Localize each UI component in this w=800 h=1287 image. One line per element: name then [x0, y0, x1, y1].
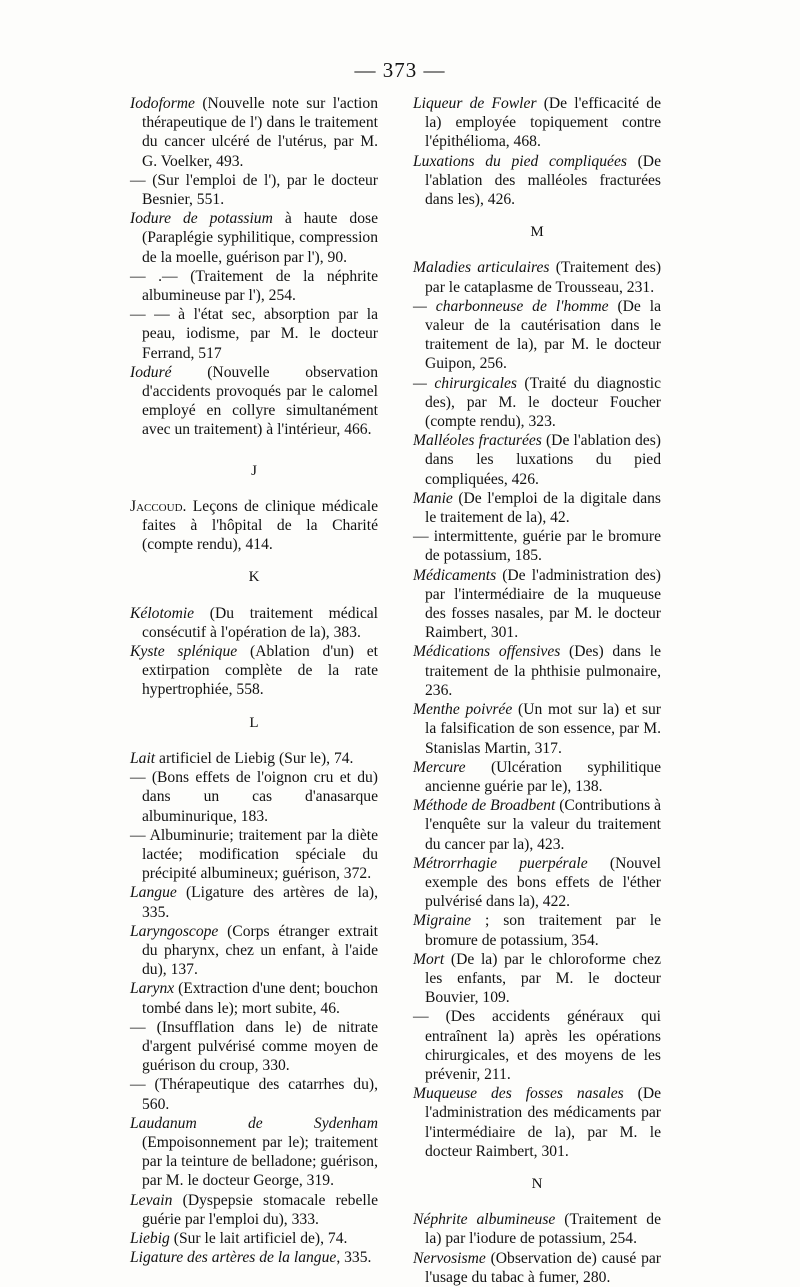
entry-heading: Langue [130, 884, 177, 902]
entry-heading: Kélotomie [130, 604, 195, 622]
index-entry [413, 1210, 661, 1248]
section-letter-n: N [531, 1175, 543, 1192]
index-entry [413, 527, 661, 565]
entry-heading: — chirurgicales [413, 374, 517, 392]
index-entry [130, 1248, 378, 1267]
entry-text: (De l'efficacité de la) employée topiquement contre l'épithélioma, 468. [425, 95, 661, 151]
index-entry [413, 796, 661, 854]
section-letter-k: K [248, 569, 260, 586]
section-letter-j: J [251, 462, 257, 479]
index-entry [413, 258, 661, 296]
index-entry [413, 374, 661, 432]
index-entry [413, 431, 661, 489]
index-entry [413, 854, 661, 912]
index-entry [413, 700, 661, 758]
index-entry [413, 758, 661, 796]
entry-heading: Luxations du pied compliquées [413, 152, 627, 170]
entry-text: — — à l'état sec, absorption par la peau, iodisme, par M. le docteur Ferrand, 517 [130, 306, 378, 362]
index-entry [130, 642, 378, 700]
entry-text: (Sur le lait artificiel de), 74. [169, 1229, 348, 1247]
entry-text: , 335. [336, 1249, 372, 1267]
entry-heading: Iodoforme [130, 95, 195, 112]
entry-text: (De l'administration des) par l'intermédiaire de la muqueuse des fosses nasales, par M. le docteur Raimbert, 301. [425, 566, 661, 642]
entry-text: Leçons de clinique médicale faites à l'hôpital de la Charité (compte rendu), 414. [142, 497, 378, 554]
index-entry [413, 1084, 661, 1161]
entry-heading: Maladies articulaires [413, 259, 550, 277]
entry-heading: — charbonneuse de l'homme [413, 297, 609, 315]
entry-heading: Muqueuse des fosses nasales [413, 1085, 624, 1103]
entry-heading: Malléoles fracturées [413, 432, 542, 450]
index-entry [130, 922, 378, 980]
index-entry [413, 911, 661, 949]
index-entry [130, 979, 378, 1017]
entry-heading: Migraine [413, 912, 472, 930]
entry-text: (De l'ablation des) dans les luxations du pied compliquées, 426. [425, 432, 661, 488]
index-entry [130, 1191, 378, 1229]
index-entry [130, 768, 378, 826]
right-column [413, 94, 661, 1287]
entry-text: — (Thérapeutique des catarrhes du), 560. [130, 1076, 378, 1113]
entry-text: (Traité du diagnostic des), par M. le docteur Foucher (compte rendu), 323. [425, 374, 661, 431]
entry-text: à haute dose (Paraplégie syphilitique, compression de la moelle, guérison par l'), 90. [142, 210, 379, 266]
entry-text: (De la) par le chloroforme chez les enfants, par M. le docteur Bouvier, 109. [425, 950, 661, 1007]
entry-heading: Mort [413, 950, 445, 968]
index-entry [413, 950, 661, 1008]
entry-text: — (Sur l'emploi de l'), par le docteur Besnier, 551. [130, 171, 378, 209]
entry-heading: Mercure [413, 758, 466, 776]
entry-text: (Extraction d'une dent; bouchon tombé dans le); mort subite, 46. [142, 980, 378, 1017]
section-letter-l: L [249, 714, 259, 731]
entry-text: artificiel de Liebig (Sur le), 74. [155, 749, 354, 767]
entry-heading: Néphrite albumineuse [413, 1211, 556, 1229]
index-entry [130, 497, 378, 555]
entry-text: (Empoisonnement par le); traitement par la teinture de belladone; guérison, par M. le docteur George, 319. [142, 1133, 378, 1190]
index-entry [130, 267, 378, 305]
index-entry [130, 1018, 378, 1076]
entry-text: ; son traitement par le bromure de potassium, 354. [425, 912, 661, 949]
entry-text: (De l'administration des médicaments par l'intermédiaire de la), par M. le docteur Raimbert, 301. [425, 1085, 662, 1160]
index-entry [130, 883, 378, 921]
entry-text: (Nouvelle observation d'accidents provoqués par le calomel employé en collyre simultanément avec un traitement) à l'intérieur, 466. [142, 363, 378, 439]
index-entry [130, 363, 378, 440]
entry-text: — Albuminurie; traitement par la diète lactée; modification spéciale du précipité albumineux; guérison, 372. [130, 826, 378, 883]
index-entry [130, 305, 378, 363]
index-entry [130, 1114, 378, 1191]
entry-heading: Médications offensives [413, 643, 561, 661]
index-entry [413, 566, 661, 643]
index-entry [130, 826, 378, 884]
entry-text: (Nouvel exemple des bons effets de l'éther pulvérisé dans la), 422. [425, 854, 661, 911]
entry-heading: Liebig [130, 1229, 170, 1247]
entry-text: — intermittente, guérie par le bromure de potassium, 185. [413, 528, 661, 565]
index-entry [130, 604, 378, 642]
entry-heading: Médicaments [413, 566, 497, 584]
entry-text: (Traitement des) par le cataplasme de Trousseau, 231. [425, 259, 662, 296]
index-entry [130, 749, 378, 768]
entry-heading: Lait [130, 749, 156, 767]
entry-heading: Liqueur de Fowler [413, 95, 537, 112]
entry-heading: Manie [413, 489, 453, 507]
index-entry [413, 297, 661, 374]
entry-text: (Dyspepsie stomacale rebelle guérie par l'emploi du), 333. [142, 1191, 378, 1228]
entry-heading: Ligature des artères de la langue [130, 1249, 337, 1267]
entry-text: (De l'ablation des malléoles fracturées dans les), 426. [425, 152, 661, 209]
entry-text: (Nouvelle note sur l'action thérapeutique de l') dans le traitement du cancer ulcéré de l'utérus, par M. G. Voelker, 493. [142, 95, 378, 170]
entry-text: (Traitement de la) par l'iodure de potassium, 254. [425, 1211, 661, 1248]
page-number: — 373 — [354, 58, 446, 82]
entry-text: (Ligature des artères de la), 335. [142, 884, 378, 921]
entry-heading: Nervosisme [413, 1249, 486, 1267]
entry-text: (Des) dans le traitement de la phthisie pulmonaire, 236. [425, 643, 661, 699]
entry-text: (De l'emploi de la digitale dans le traitement de la), 42. [425, 489, 661, 527]
entry-text: (Corps étranger extrait du pharynx, chez un enfant, à l'aide du), 137. [142, 922, 378, 979]
entry-heading: Ioduré [130, 363, 172, 381]
entry-text: (Observation de) causé par l'usage du tabac à fumer, 280. [425, 1249, 661, 1286]
entry-text: (De la valeur de la cautérisation dans le traitement de la), par M. le docteur Guipon, 256. [425, 297, 661, 373]
index-entry [130, 1075, 378, 1113]
entry-heading: Jaccoud. [130, 497, 187, 515]
entry-heading: Larynx [130, 980, 175, 998]
section-letter-m: M [530, 224, 544, 241]
left-column [130, 94, 378, 1267]
entry-text: — (Insufflation dans le) de nitrate d'argent pulvérisé comme moyen de guérison du croup, 330. [130, 1018, 378, 1075]
entry-text: (Du traitement médical consécutif à l'opération de la), 383. [142, 604, 378, 641]
entry-text: (Un mot sur la) et sur la falsification de son essence, par M. Stanislas Martin, 317. [425, 701, 662, 757]
index-entry [413, 489, 661, 527]
index-entry [130, 1229, 378, 1248]
entry-heading: Levain [130, 1191, 173, 1209]
entry-text: (Ulcération syphilitique ancienne guérie par le), 138. [425, 758, 661, 795]
entry-heading: Laryngoscope [130, 922, 219, 940]
entry-heading: Kyste splénique [130, 643, 238, 661]
entry-heading: Iodure de potassium [130, 210, 273, 228]
entry-text: (Ablation d'un) et extirpation complète de la rate hypertrophiée, 558. [142, 643, 378, 699]
entry-text: — .— (Traitement de la néphrite albumineuse par l'), 254. [130, 267, 378, 305]
index-entry [130, 209, 378, 267]
index-entry [413, 94, 661, 152]
entry-heading: Métrorrhagie puerpérale [413, 854, 588, 872]
index-entry [413, 1249, 661, 1287]
index-entry [413, 1007, 661, 1084]
entry-heading: Méthode de Broadbent [413, 797, 556, 815]
index-entry [413, 152, 661, 210]
entry-text: (Contributions à l'enquête sur la valeur du traitement du cancer par la), 423. [425, 797, 662, 853]
entry-heading: Menthe poivrée [413, 701, 513, 719]
index-entry [130, 94, 378, 171]
entry-text: — (Bons effets de l'oignon cru et du) dans un cas d'anasarque albuminurique, 183. [130, 769, 378, 825]
entry-text: — (Des accidents généraux qui entraînent la) après les opérations chirurgicales, et des moyens de les prévenir, 211. [413, 1008, 661, 1083]
index-entry [413, 642, 661, 700]
entry-heading: Laudanum de Sydenham [130, 1114, 378, 1132]
index-entry [130, 171, 378, 209]
